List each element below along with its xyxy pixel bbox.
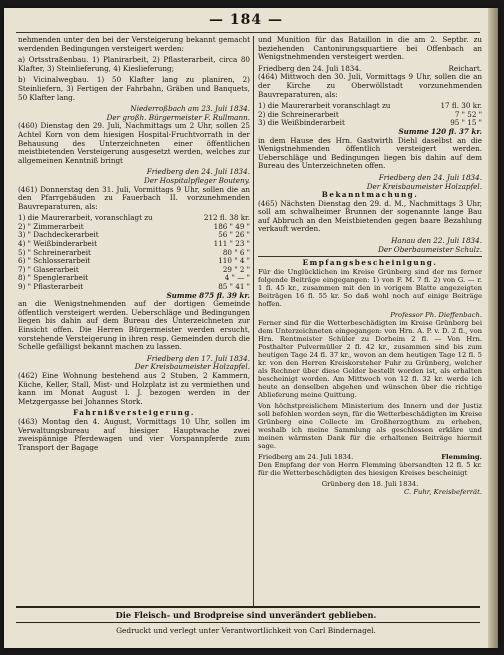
notice-text: in dem Hause des Hrn. Gastwirth Diehl daselbst an die Wenigstnehmenden öffentlich versteigert werden. Ueberschläge und Bedingungen liegen bis dahin auf dem Bureau des Unterzeichneten offen. bbox=[258, 135, 482, 171]
notice-text: Von höchstpreislichem Ministerium des Innern und der Justiz soll befohlen worden seyn, für die Wetterbeschädigten im Kreise Grünberg eine Collecte im Großherzogthum zu erheben, weshalb ich meine Sammlung als geschlossen erkläre und meinen wärmsten Dank für die erhaltenen Beiträge hiermit sage. bbox=[258, 401, 482, 450]
notice-text: a) Ortsstraßenbau. 1) Planirarbeit, 2) Pflasterarbeit, circa 80 Klafter, 3) Steinlieferung, 4) Kieslieferung; bbox=[18, 55, 250, 73]
notice-text: an die Wenigstnehmenden auf der dortigen Gemeinde öffentlich versteigert werden. Ueberschläge und Bedingungen liegen bis dahin auf dem Bureau des Unterzeichneten zur Einsicht offen. Die Herren Bürgermeister werden ersucht, vorstehende Versteigerung in ihren resp. Gemeinden durch die Schelle gefälligst bekannt machen zu lassen. bbox=[18, 299, 250, 352]
notice-signature: Der Hospitalpfleger Bouteny. bbox=[143, 175, 250, 185]
notice-text: Den Empfang der von Herrn Flemming übersandten 12 fl. 5 kr. für die Wetterbeschädigten des hiesigen Kreises bescheinigt bbox=[258, 460, 482, 477]
cost-item: 3) die Weißbinderarbeit 95 " 15 " bbox=[258, 118, 482, 128]
notice-signature: Der Oberbaumeister Schulz. bbox=[378, 244, 482, 254]
cost-item: 3) " Dachdeckerarbeit 56 " 26 " bbox=[18, 230, 250, 240]
notice-text: Für die Unglücklichen im Kreise Grünberg sind der ms ferner folgende Beiträge eingegangen: 1) von F. M. 7 fl. 2) von G. — r. 1 fl. 45 kr., zusammen mit den in vorigem Blatte angezeigten Beiträgen 16 fl. 55 kr. So daß wohl noch auf einige Beiträge hoffen. bbox=[258, 267, 482, 308]
section-rule bbox=[258, 256, 482, 257]
footer-rule bbox=[16, 606, 480, 608]
notice-text: b) Vicinalwegbau. 1) 50 Klafter lang zu planiren, 2) Steinliefern, 3) Fertigen der Fahrbahn, Gräben und Banquets, 50 Klafter lang. bbox=[18, 75, 250, 102]
notice-text: Ferner sind für die Wetterbeschädigten im Kreise Grünberg bei dem Unterzeichneten eingegangen: von Hrn. A. P. v. D. 2 fl., von Hrn. Rentmeister Schüler zu Dorheim 2 fl. — Von Hrn. Posthalter Pulvermüller 2 fl. 42 kr., zusammen sind bis zum heutigen Tage 24 fl. 37 kr., wovon an dem heutigen Tage 12 fl. 5 kr. von den Herren Kreiskorsteher Fuhr zu Grünberg, welcher als Rechner über diese Gelder bestellt worden ist, als erhalten bescheinigt worden. Am Mittwoch von 12 fl. 32 kr. werde ich heute an denselben abgehen und wünschen über die richtige Ablieferung meine Quittung. bbox=[258, 318, 482, 399]
footer-rule bbox=[16, 622, 480, 623]
cost-item: 1) die Maurerarbeit voranschlagt zu 17 fl. 30 kr. bbox=[258, 101, 482, 111]
notice-date: Friedberg den 24. Juli 1834. bbox=[146, 167, 250, 177]
cost-item: 9) " Pflasterarbeit 85 " 41 " bbox=[18, 282, 250, 292]
page-number: — 184 — bbox=[209, 12, 283, 28]
notice-signature: Der großh. Bürgermeister F. Rullmann. bbox=[106, 112, 250, 122]
notice-title: Bekanntmachung. bbox=[321, 190, 419, 200]
newspaper-page bbox=[4, 8, 498, 648]
notice-signature: Der Kreisbaumeister Holzapfel. bbox=[134, 362, 250, 372]
notice-460: (460) Dienstag den 29. Juli, Nachmittags um 2 Uhr, sollen 25 Achtel Korn von dem hiesigen Hospital-Fruchtvorrath in der Behausung des Unterzeichneten einer öffentlichen meistbietenden Versteigerung ausgesetzt werden, welches zur allgemeinen Kenntniß bringt bbox=[18, 121, 250, 165]
notice-463: (463) Montag den 4. August, Vormittags 10 Uhr, sollen im Verwaltungsbureau auf hiesiger Hauptwache zwei zweispännige Pferdewagen und vier Vorspannpferde zum Transport der Bagage bbox=[18, 416, 250, 452]
right-column bbox=[258, 36, 482, 496]
notice-462: (462) Eine Wohnung bestehend aus 2 Stuben, 2 Kammern, Küche, Keller, Stall, Mist- und Holzplatz ist zu vermiethen und kann im Monat August l. J. bezogen werden in der Metzgergasse bei Johannes Stork. bbox=[18, 370, 250, 406]
date-signature-row: Friedberg den 24. Juli 1834. Reichart. bbox=[258, 63, 482, 73]
notice-signature: Professor Ph. Dieffenbach. bbox=[390, 310, 482, 319]
column-divider bbox=[253, 36, 254, 606]
cost-item: 1) die Maurerarbeit, voranschlagt zu 212 fl. 38 kr. bbox=[18, 213, 250, 223]
cost-item: 7) " Glaserarbeit 29 " 2 " bbox=[18, 264, 250, 274]
left-column bbox=[18, 36, 250, 455]
cost-list bbox=[18, 214, 250, 300]
book-spine bbox=[488, 8, 498, 648]
cost-item: 2) " Zimmerarbeit 186 " 49 " bbox=[18, 221, 250, 231]
notice-461: (461) Donnerstag den 31. Juli, Vormittags 9 Uhr, sollen die an den Pfarrgebäuden zu Fauerbach II. vorzunehmenden Bauvreparaturen, als: bbox=[18, 184, 250, 211]
section-title: Empfangsbescheinigung. bbox=[302, 258, 438, 268]
date-signature-row: Friedberg am 24. Juli 1834. Flemming. bbox=[258, 452, 482, 461]
cost-sum: Summe 875 fl. 39 kr. bbox=[166, 290, 250, 300]
notice-text: und Munition für das Bataillon in die am 2. Septbr. zu beziehenden Cantonirungsquartiere bei Offenbach an Wenigstnehmenden versteigert werden. bbox=[258, 35, 482, 62]
cost-item: 2) die Schreinerarbeit 7 " 52 " bbox=[258, 109, 482, 119]
notice-date: Niederroßbach am 23. Juli 1834. bbox=[130, 104, 250, 114]
notice-464: (464) Mittwoch den 30. Juli, Vormittags 9 Uhr, sollen die an der Kirche zu Oberwöllstadt vorzunehmenden Bauvreparaturen, als: bbox=[258, 72, 482, 99]
cost-list bbox=[258, 102, 482, 136]
cost-item: 8) " Spenglerarbeit 4 " — " bbox=[18, 273, 250, 283]
cost-item: 6) " Schlosserarbeit 110 " 4 " bbox=[18, 256, 250, 266]
cost-item: 4) " Weißbinderarbeit 111 " 23 " bbox=[18, 239, 250, 249]
notice-465: (465) Nächsten Dienstag den 29. d. M., Nachmittags 3 Uhr, soll am schwalheimer Brunnen der sogenannte lange Bau auf Abbruch an den Meistbietenden gegen baare Bezahlung verkauft werden. bbox=[258, 198, 482, 234]
price-notice: Die Fleisch- und Brodpreise sind unverändert geblieben. bbox=[115, 610, 377, 620]
notice-title: Fahrnißversteigerung. bbox=[73, 408, 195, 418]
notice-signature: C. Fuhr, Kreisbeferrät. bbox=[404, 487, 482, 496]
notice-date: Hanau den 22. Juli 1834. bbox=[391, 236, 482, 246]
cost-item: 5) " Schreinerarbeit 80 " 6 " bbox=[18, 247, 250, 257]
notice-date: Friedberg den 24. Juli 1834. bbox=[378, 172, 482, 182]
imprint: Gedruckt und verlegt unter Verantwortlichkeit von Carl Bindernagel. bbox=[116, 626, 376, 635]
notice-text: nehmenden unter den bei der Versteigerung bekannt gemacht werdenden Bedingungen versteigert werden: bbox=[18, 35, 250, 53]
notice-signature: Der Kreisbaumeister Holzapfel. bbox=[366, 181, 482, 191]
cost-sum: Summe 120 fl. 37 kr. bbox=[398, 126, 482, 136]
notice-date: Friedberg den 17. Juli 1834. bbox=[146, 353, 250, 363]
notice-date: Grünberg den 18. Juli 1834. bbox=[321, 479, 419, 488]
header-rule bbox=[16, 32, 480, 33]
